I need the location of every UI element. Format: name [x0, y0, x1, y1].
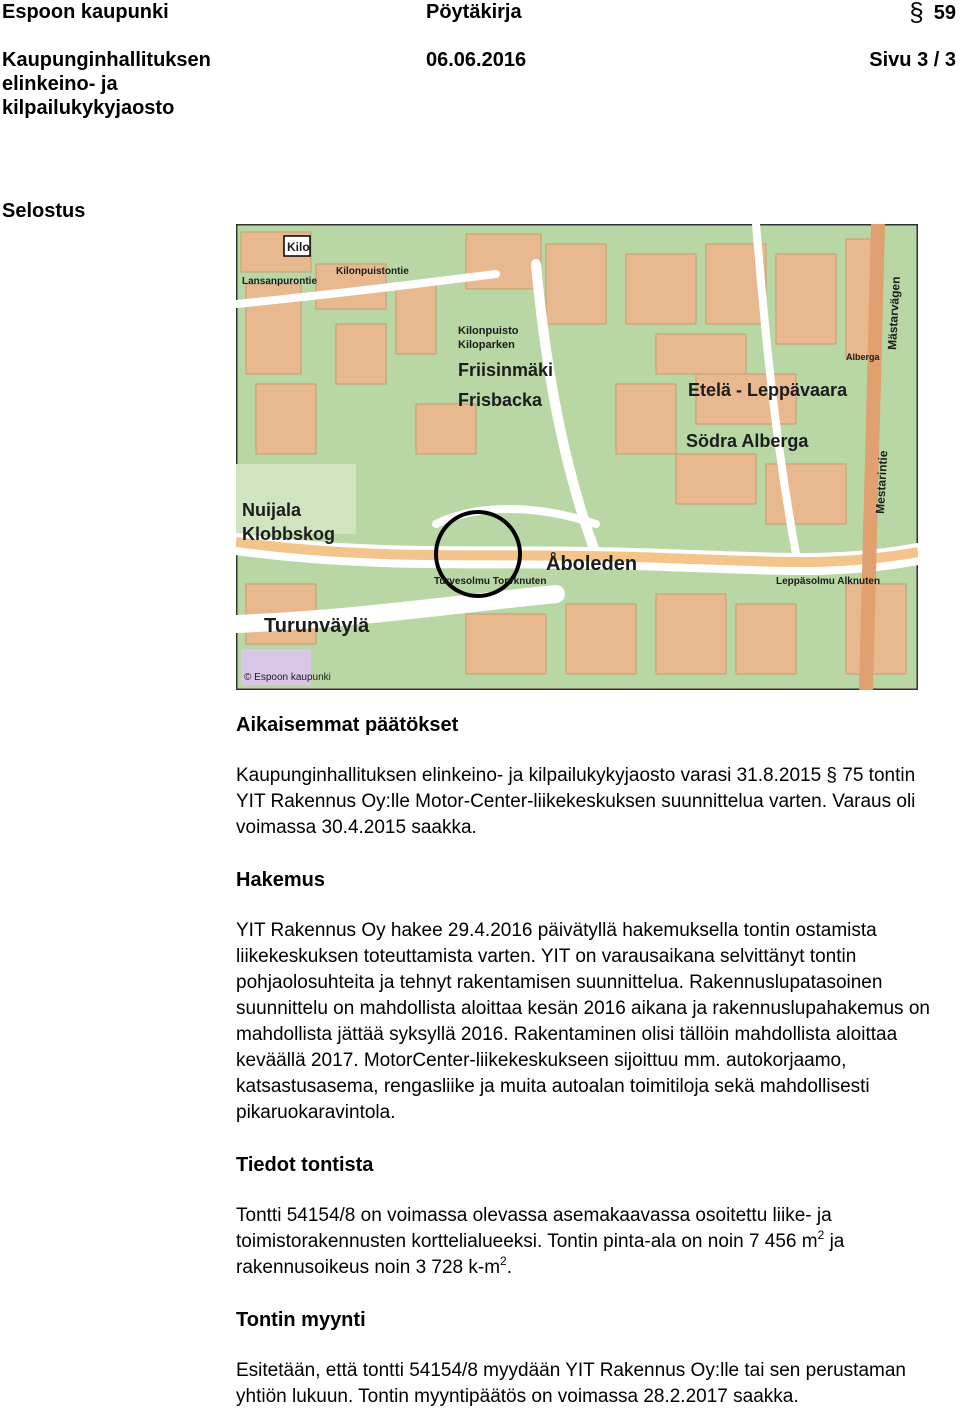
tiedot-text-3: . — [506, 1257, 513, 1278]
map-copyright: © Espoon kaupunki — [244, 672, 331, 683]
location-map — [236, 224, 918, 690]
map-label-kilo: Kilo — [287, 240, 310, 254]
heading-tontin-myynti: Tontin myynti — [236, 1309, 366, 1331]
map-label-mastarvagen: Mästarvägen — [885, 276, 903, 351]
paragraph-hakemus: YIT Rakennus Oy hakee 29.4.2016 päivätyllä hakemuksella tontin ostamista liikekeskuksen toteuttamista varten. YIT on varausaikana selvittänyt tontin pohjaolosuhteita ja tehnyt rakentamisen suunnittelua. Rakennuslupatasoinen suunnittelu on mahdollista aloittaa kesän 2016 aikana ja rakennuslupahakemus on mahdollista jättää syksyllä 2016. Rakentaminen olisi tällöin mahdollista aloittaa keväällä 2017. MotorCenter-liikekeskukseen sijoittuu mm. autokorjaamo, katsastusasema, rengasliike ja muita autoalan toimitiloja sekä mahdollisesti pikaruokaravintola. — [236, 920, 930, 1123]
paragraph-tontin-myynti: Esitetään, että tontti 54154/8 myydään YIT Rakennus Oy:lle tai sen perustaman yhtiön lukuun. Tontin myyntipäätös on voimassa 28.2.2017 saakka. — [236, 1360, 906, 1407]
heading-tiedot-tontista: Tiedot tontista — [236, 1154, 374, 1176]
tiedot-text-1: Tontti 54154/8 on voimassa olevassa asemakaavassa osoitettu liike- ja toimistorakennusten korttelialueeksi. Tontin pinta-ala on noin 7 456 m — [236, 1205, 832, 1252]
paragraph-aikaisemmat-paatokset: Kaupunginhallituksen elinkeino- ja kilpailukykyjaosto varasi 31.8.2015 § 75 tontin YIT Rakennus Oy:lle Motor-Center-liikekeskuksen suunnittelua varten. Varaus oli voimassa 30.4.2015 saakka. — [236, 765, 916, 838]
map-label-sodra-alberga: Södra Alberga — [686, 431, 809, 451]
map-label-klobbskog: Klobbskog — [242, 524, 335, 544]
map-label-kilonpuisto: Kilonpuisto — [458, 325, 519, 337]
map-label-turunvayla: Turunväylä — [264, 615, 370, 637]
header-org: Espoon kaupunki — [2, 1, 169, 23]
section-sign: § — [909, 0, 924, 27]
map-label-nuijala: Nuijala — [242, 500, 302, 520]
section-title: Selostus — [2, 200, 86, 222]
map-label-kiloparken: Kiloparken — [458, 339, 515, 351]
map-label-alberga: Alberga — [846, 352, 880, 362]
map-label-frisbacka: Frisbacka — [458, 390, 543, 410]
paragraph-tiedot-tontista — [236, 1203, 936, 1281]
tiedot-text-2: ja rakennusoikeus noin 3 728 k-m — [236, 1231, 845, 1278]
heading-aikaisemmat-paatokset: Aikaisemmat päätökset — [236, 714, 459, 736]
map-label-leppasolmu: Leppäsolmu Alknuten — [776, 576, 881, 587]
tiedot-sup-2: 2 — [500, 1254, 507, 1268]
main-content — [236, 712, 936, 1410]
header-page: Sivu 3 / 3 — [869, 49, 956, 71]
map-label-kilonpuistontie: Kilonpuistontie — [336, 266, 409, 277]
map-label-mestarintie: Mestarintie — [873, 450, 891, 515]
header-section-number — [878, 0, 956, 25]
heading-hakemus: Hakemus — [236, 869, 325, 891]
map-label-turvesolmu: Turvesolmu Torvknuten — [434, 576, 547, 587]
header-doc-type: Pöytäkirja — [426, 1, 522, 23]
map-label-friisinmaki: Friisinmäki — [458, 360, 554, 380]
header-body-name: Kaupunginhallituksen elinkeino- ja kilpailukykyjaosto — [2, 49, 211, 119]
header-date: 06.06.2016 — [426, 49, 527, 71]
map-label-etela-leppavaara: Etelä - Leppävaara — [688, 380, 848, 400]
map-label-lansanpurontie: Lansanpurontie — [242, 276, 318, 287]
map-label-aboleden: Åboleden — [546, 553, 638, 575]
section-number: 59 — [933, 2, 956, 24]
tiedot-sup-1: 2 — [817, 1228, 825, 1242]
